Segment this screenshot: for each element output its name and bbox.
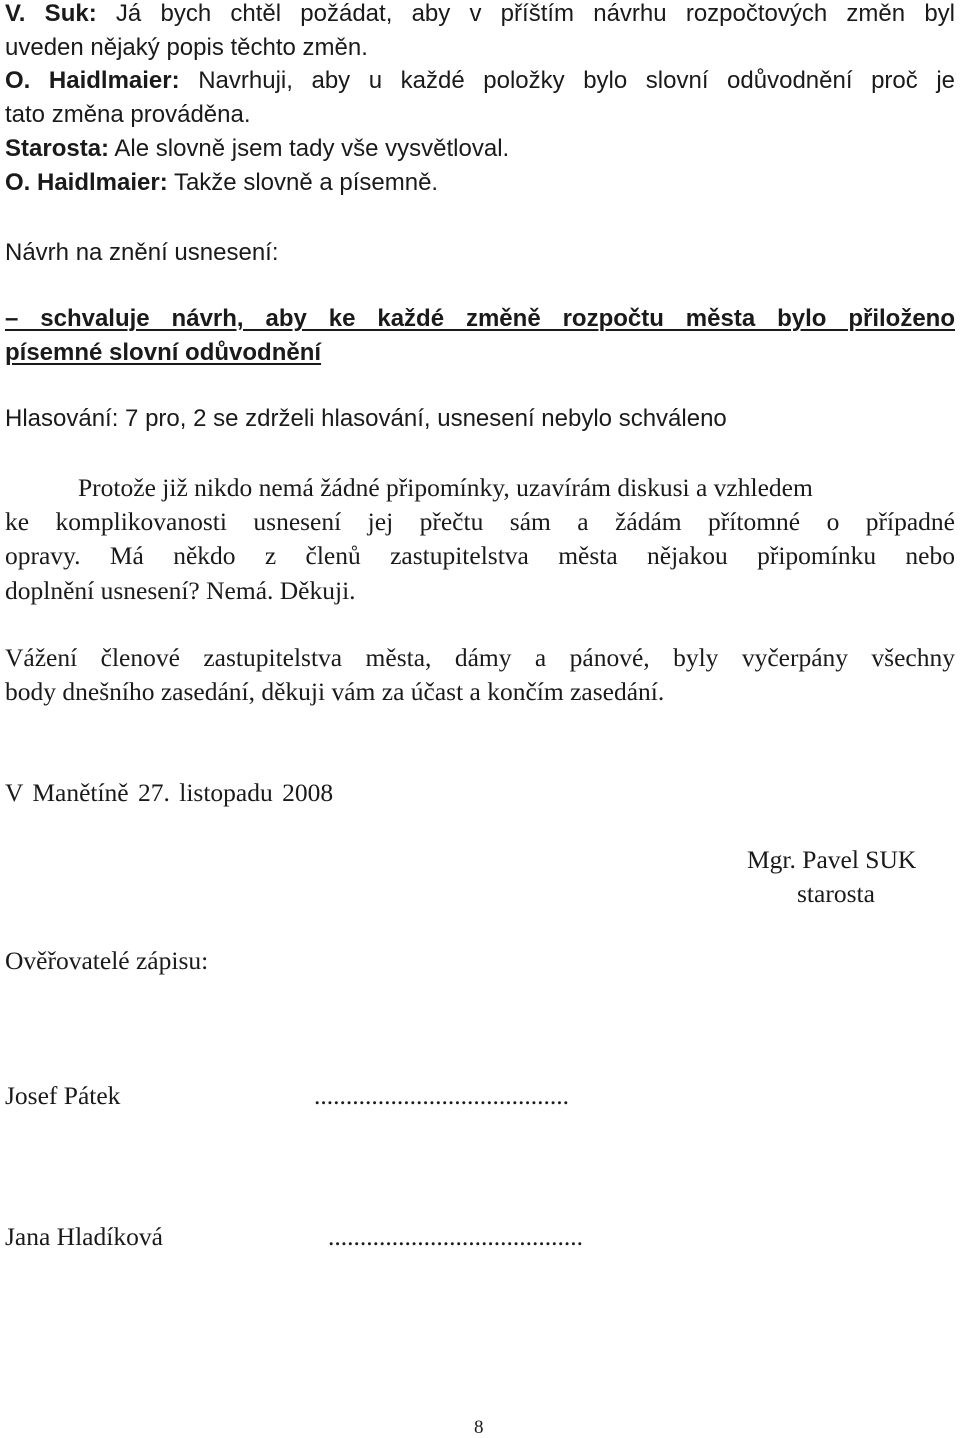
dialogue-haidlmaier-line1 <box>5 69 955 93</box>
resolution-line2: písemné slovní odůvodnění <box>5 339 322 366</box>
page-number: 8 <box>474 1417 484 1438</box>
verifier-name: Jana Hladíková <box>5 1222 163 1251</box>
dialogue-text: Navrhuji, aby u každé položky bylo slovní odůvodnění proč je <box>198 67 956 94</box>
speaker-label: Starosta: <box>5 135 110 162</box>
closing-paragraph-line1: Protože již nikdo nemá žádné připomínky, uzavírám diskusi a vzhledem <box>78 473 813 502</box>
dialogue-haidlmaier-2 <box>5 171 438 195</box>
speaker-label: O. Haidlmaier: <box>5 67 180 94</box>
verifiers-heading: Ověřovatelé zápisu: <box>5 946 209 975</box>
speaker-label: V. Suk: <box>5 0 97 27</box>
dialogue-suk-line2: uveden nějaký popis těchto změn. <box>5 34 368 61</box>
signature-line: ........................................ <box>328 1222 583 1251</box>
signatory-title: starosta <box>797 879 875 908</box>
closing-paragraph-line3: opravy. Má někdo z členů zastupitelstva města nějakou připomínku nebo <box>5 541 955 570</box>
dialogue-suk-line1 <box>5 2 955 26</box>
signature-line: ........................................ <box>314 1081 569 1110</box>
signatory-name: Mgr. Pavel SUK <box>747 845 917 874</box>
dialogue-text: Já bych chtěl požádat, aby v příštím návrhu rozpočtových změn byl <box>115 0 956 27</box>
dialogue-haidlmaier-line2: tato změna prováděna. <box>5 101 251 128</box>
proposal-heading: Návrh na znění usnesení: <box>5 239 279 266</box>
dialogue-starosta <box>5 137 509 161</box>
resolution-line1: – schvaluje návrh, aby ke každé změně rozpočtu města bylo přiloženo <box>5 305 955 332</box>
farewell-line1: Vážení členové zastupitelstva města, dámy a pánové, byly vyčerpány všechny <box>5 643 955 672</box>
dialogue-text: Ale slovně jsem tady vše vysvětloval. <box>114 135 510 162</box>
verifier-name: Josef Pátek <box>5 1081 121 1110</box>
closing-paragraph-line2: ke komplikovanosti usnesení jej přečtu sám a žádám přítomné o případné <box>5 507 955 536</box>
place-date: V Manětíně 27. listopadu 2008 <box>5 778 334 807</box>
farewell-line2: body dnešního zasedání, děkuji vám za účast a končím zasedání. <box>5 677 665 706</box>
closing-paragraph-line4: doplnění usnesení? Nemá. Děkuji. <box>5 576 356 605</box>
speaker-label: O. Haidlmaier: <box>5 169 168 196</box>
dialogue-text: Takže slovně a písemně. <box>173 169 439 196</box>
voting-result: Hlasování: 7 pro, 2 se zdrželi hlasování, usnesení nebylo schváleno <box>5 405 727 432</box>
